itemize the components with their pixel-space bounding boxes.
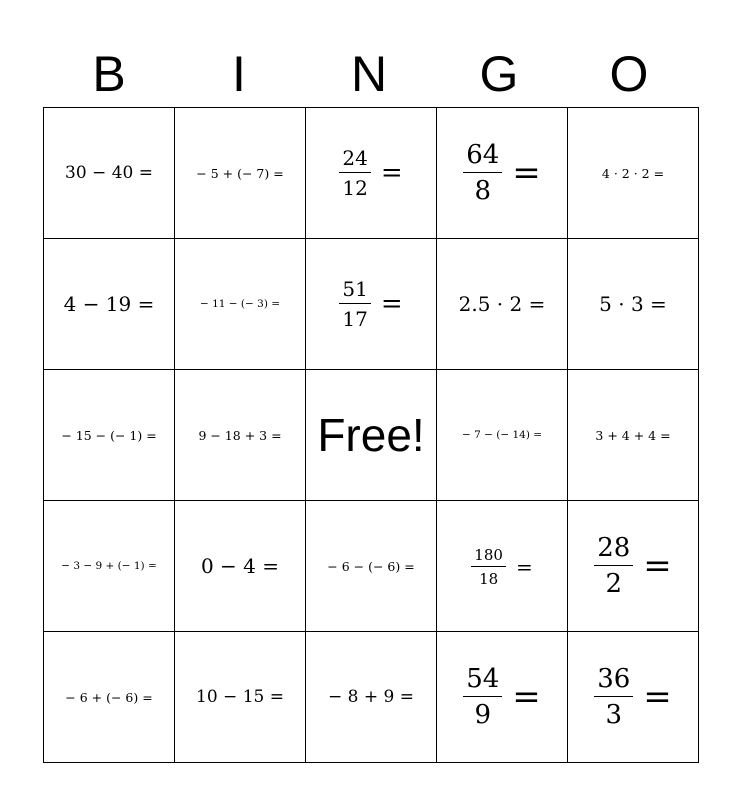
fraction-denominator: 2 [605, 569, 623, 599]
bingo-cell[interactable] [44, 239, 175, 370]
fraction-denominator: 8 [474, 176, 492, 206]
bingo-header [44, 42, 694, 106]
fraction-expression [463, 140, 541, 206]
equals-sign: = [380, 289, 403, 319]
cell-expression: − 6 + (− 6) = [65, 689, 153, 705]
fraction-numerator: 64 [463, 140, 502, 173]
cell-expression: 10 − 15 = [196, 687, 284, 707]
board-row [44, 239, 699, 370]
equals-sign: = [512, 153, 541, 193]
bingo-cell[interactable] [175, 370, 306, 501]
bingo-board [43, 107, 699, 763]
free-space[interactable] [306, 370, 437, 501]
bingo-cell[interactable] [568, 501, 699, 632]
board-row [44, 632, 699, 763]
cell-expression: − 6 − (− 6) = [327, 558, 415, 574]
cell-expression: 3 + 4 + 4 = [595, 427, 671, 443]
fraction-numerator: 54 [463, 664, 502, 697]
bingo-cell[interactable] [44, 632, 175, 763]
equals-sign: = [515, 554, 533, 579]
bingo-cell[interactable] [568, 108, 699, 239]
bingo-cell[interactable] [44, 370, 175, 501]
fraction [339, 146, 370, 200]
cell-expression: 0 − 4 = [200, 554, 280, 578]
fraction-numerator: 180 [471, 546, 506, 567]
bingo-cell[interactable] [175, 632, 306, 763]
board-row [44, 501, 699, 632]
header-letter-n: N [350, 46, 388, 102]
bingo-cell[interactable] [568, 239, 699, 370]
board-row [44, 108, 699, 239]
cell-expression: − 5 + (− 7) = [196, 165, 284, 181]
bingo-cell[interactable] [568, 632, 699, 763]
fraction-expression [339, 146, 402, 200]
fraction [463, 664, 502, 730]
fraction-expression [339, 277, 402, 331]
bingo-cell[interactable] [306, 108, 437, 239]
fraction-numerator: 51 [339, 277, 370, 304]
cell-expression: − 8 + 9 = [328, 687, 414, 707]
bingo-cell[interactable] [437, 501, 568, 632]
bingo-cell[interactable] [306, 501, 437, 632]
cell-expression: 5 · 3 = [599, 292, 667, 316]
bingo-cell[interactable] [44, 108, 175, 239]
fraction [463, 140, 502, 206]
cell-expression: 9 − 18 + 3 = [198, 427, 282, 443]
header-letter-o: O [609, 46, 649, 102]
bingo-cell[interactable] [306, 239, 437, 370]
equals-sign: = [643, 546, 672, 586]
bingo-cell[interactable] [306, 632, 437, 763]
header-letter-i: I [232, 46, 246, 102]
fraction-denominator: 18 [479, 569, 499, 588]
bingo-cell[interactable] [44, 501, 175, 632]
header-letter-b: B [92, 46, 126, 102]
fraction-denominator: 17 [342, 307, 368, 331]
cell-expression: 4 · 2 · 2 = [601, 165, 665, 181]
free-label: Free! [317, 409, 425, 461]
fraction-expression [594, 664, 672, 730]
fraction [594, 533, 633, 599]
cell-expression: 4 − 19 = [63, 292, 155, 316]
bingo-cell[interactable] [437, 632, 568, 763]
board-row [44, 370, 699, 501]
fraction-denominator: 3 [605, 700, 623, 730]
fraction-expression [463, 664, 541, 730]
bingo-cell[interactable] [437, 370, 568, 501]
header-letter-g: G [479, 46, 519, 102]
cell-expression: − 7 − (− 14) = [461, 429, 543, 441]
bingo-cell[interactable] [437, 108, 568, 239]
cell-expression: 2.5 · 2 = [458, 292, 546, 316]
bingo-cell[interactable] [175, 239, 306, 370]
bingo-cell[interactable] [437, 239, 568, 370]
cell-expression: − 3 − 9 + (− 1) = [61, 560, 157, 572]
bingo-cell[interactable] [568, 370, 699, 501]
cell-expression: − 15 − (− 1) = [61, 427, 157, 443]
fraction-expression [471, 546, 532, 588]
fraction [594, 664, 633, 730]
cell-expression: − 11 − (− 3) = [199, 298, 281, 310]
fraction [339, 277, 370, 331]
equals-sign: = [512, 677, 541, 717]
equals-sign: = [643, 677, 672, 717]
fraction-denominator: 12 [342, 176, 368, 200]
equals-sign: = [380, 158, 403, 188]
fraction-expression [594, 533, 672, 599]
fraction-numerator: 28 [594, 533, 633, 566]
bingo-cell[interactable] [175, 108, 306, 239]
fraction-numerator: 36 [594, 664, 633, 697]
bingo-cell[interactable] [175, 501, 306, 632]
fraction-numerator: 24 [339, 146, 370, 173]
fraction-denominator: 9 [474, 700, 492, 730]
cell-expression: 30 − 40 = [65, 163, 153, 183]
fraction [471, 546, 506, 588]
